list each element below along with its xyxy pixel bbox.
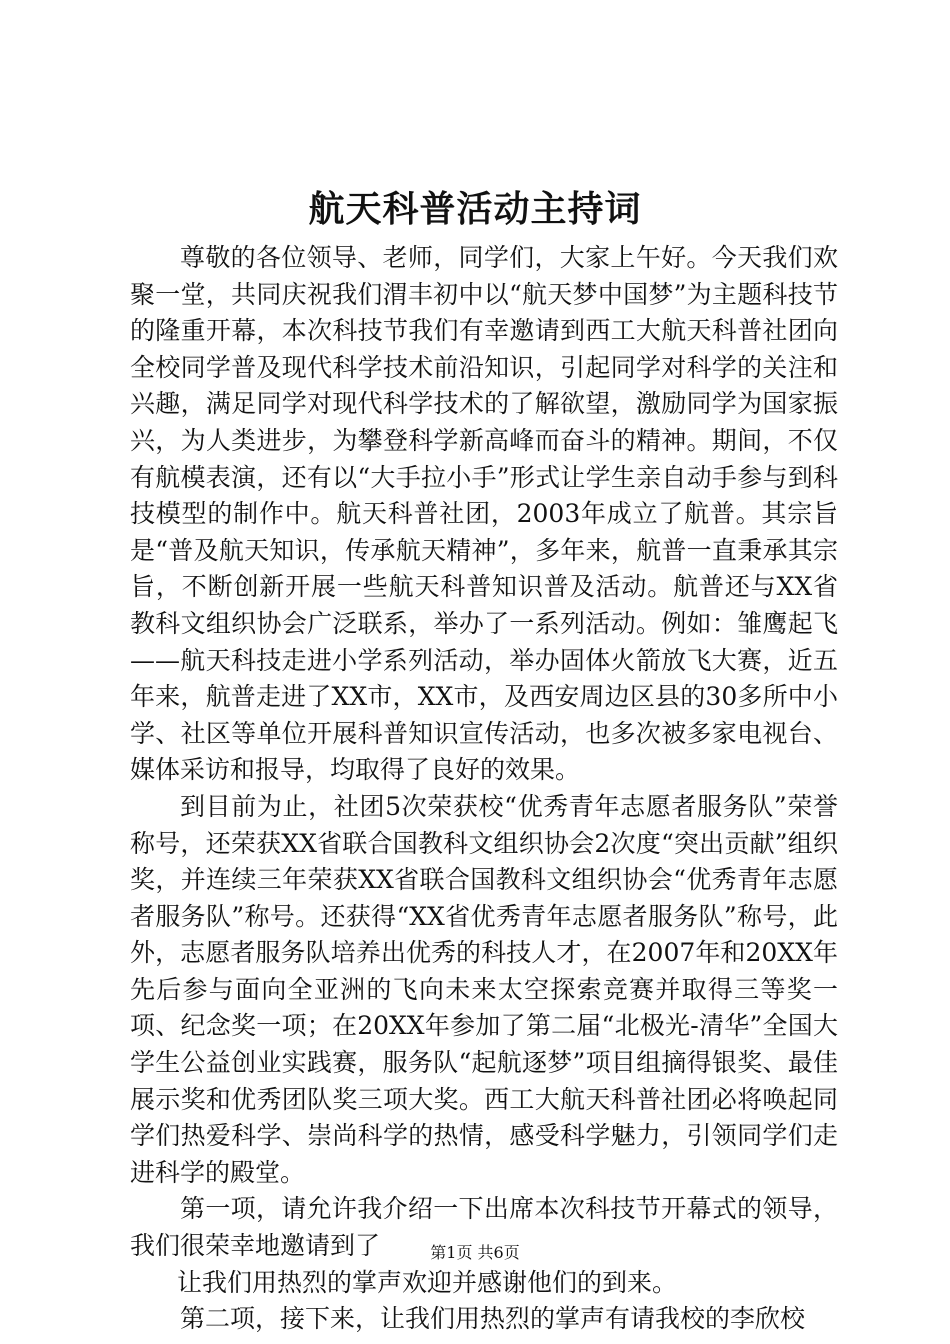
paragraph-item-two: 第二项，接下来，让我们用热烈的掌声有请我校的李欣校 [180, 1304, 806, 1334]
page-footer: 第1页 共6页 [430, 1243, 520, 1262]
paragraph-item-one: 第一项，请允许我介绍一下出席本次科技节开幕式的领导，我们很荣幸地邀请到了 [130, 1194, 838, 1261]
document-body [130, 240, 838, 1338]
paragraph-achievements: 到目前为止，社团5次荣获校“优秀青年志愿者服务队”荣誉称号，还荣获XX省联合国教科文组织协会2次度“突出贡献”组织奖，并连续三年荣获XX省联合国教科文组织协会“优秀青年志愿者服务队”称号。还获得“XX省优秀青年志愿者服务队”称号，此外，志愿者服务队培养出优秀的科技人才，在2007年和20XX年先后参与面向全亚洲的飞向未来太空探索竞赛并取得三等奖一项、纪念奖一项；在20XX年参加了第二届“北极光-清华”全国大学生公益创业实践赛，服务队“起航逐梦”项目组摘得银奖、最佳展示奖和优秀团队奖三项大奖。西工大航天科普社团必将唤起同学们热爱科学、崇尚科学的热情，感受科学魅力，引领同学们走进科学的殿堂。 [130, 791, 838, 1187]
paragraph-applause: 让我们用热烈的掌声欢迎并感谢他们的到来。 [177, 1267, 678, 1297]
document-title: 航天科普活动主持词 [308, 188, 642, 230]
paragraph-intro: 尊敬的各位领导、老师，同学们，大家上午好。今天我们欢聚一堂，共同庆祝我们渭丰初中以“航天梦中国梦”为主题科技节的隆重开幕，本次科技节我们有幸邀请到西工大航天科普社团向全校同学普及现代科学技术前沿知识，引起同学对科学的关注和兴趣，满足同学对现代科学技术的了解欲望，激励同学为国家振兴，为人类进步，为攀登科学新高峰而奋斗的精神。期间，不仅有航模表演，还有以“大手拉小手”形式让学生亲自动手参与到科技模型的制作中。航天科普社团，2003年成立了航普。其宗旨是“普及航天知识，传承航天精神”，多年来，航普一直秉承其宗旨，不断创新开展一些航天科普知识普及活动。航普还与XX省教科文组织协会广泛联系，举办了一系列活动。例如：雏鹰起飞——航天科技走进小学系列活动，举办固体火箭放飞大赛，近五年来，航普走进了XX市，XX市，及西安周边区县的30多所中小学、社区等单位开展科普知识宣传活动，也多次被多家电视台、媒体采访和报导，均取得了良好的效果。 [130, 243, 838, 785]
